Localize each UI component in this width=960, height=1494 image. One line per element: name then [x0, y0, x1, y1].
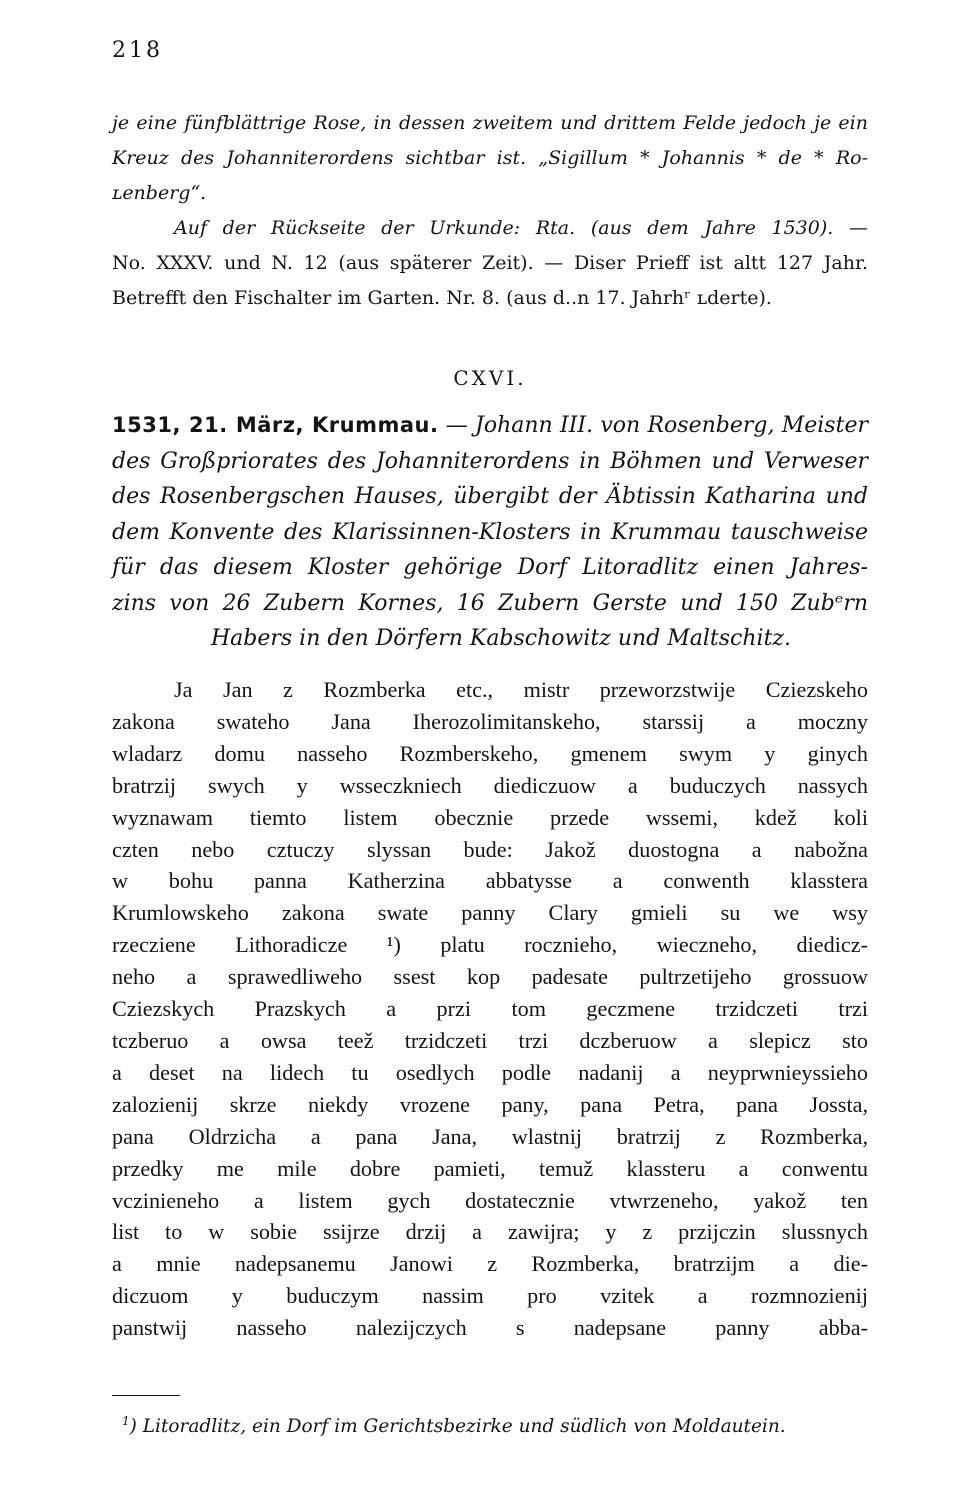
prev-line-2: Kreuz des Johanniterordens sichtbar ist. „Sigillum * Johannis * de * Ro- [112, 147, 868, 169]
regest-line-1 [112, 408, 868, 444]
footnote-marker: 1 [122, 1414, 130, 1428]
body-line: czten nebo cztuczy slyssan bude: Jakož duostogna a nabožna [112, 836, 868, 862]
body-line: zakona swateho Jana Iherozolimitanskeho, starssij a moczny [112, 708, 868, 734]
body-line: a mnie nadepsanemu Janowi z Rozmberka, bratrzijm a die- [112, 1251, 868, 1277]
body-line: pana Oldrzicha a pana Jana, wlastnij bratrzij z Rozmberka, [112, 1123, 868, 1149]
prev-line-4: Auf der Rückseite der Urkunde: Rta. (aus dem Jahre 1530). — [174, 217, 868, 239]
body-line: wyznawam tiemto listem obecznie przede wssemi, kdež koli [112, 804, 868, 830]
body-line: list to w sobie ssijrze drzij a zawijra; y z przijczin slussnych [112, 1219, 868, 1245]
prev-line-1: je eine fünfblättrige Rose, in dessen zweitem und drittem Felde jedoch je ein [112, 112, 868, 134]
document-body [112, 674, 868, 1344]
regest-line-5: für das diesem Kloster gehörige Dorf Litoradlitz einen Jahres- [112, 555, 868, 580]
body-line: Cziezskych Prazskych a przi tom geczmene trzidczeti trzi [112, 996, 868, 1022]
body-line: rzecziene Lithoradicze ¹) platu rocznieho, wieczneho, diedicz- [112, 932, 868, 958]
body-line: bratrzij swych y wsseczkniech diediczuow a buduczych nassych [112, 772, 868, 798]
body-line: w bohu panna Katherzina abbatysse a conwenth klasstera [112, 868, 868, 894]
regest-line-3: des Rosenbergschen Hauses, übergibt der Äbtissin Katharina und [112, 484, 868, 509]
regest-date: 1531, 21. März, Krummau. [112, 413, 439, 437]
body-line: a deset na lidech tu osedlych podle nadanij a neyprwnieyssieho [112, 1059, 868, 1085]
regest-line-6: zins von 26 Zubern Kornes, 16 Zubern Gerste und 150 Zubᵉrn [112, 590, 868, 616]
body-line: Ja Jan z Rozmberka etc., mistr przeworzstwije Cziezskeho [174, 677, 868, 702]
footnote [122, 1414, 786, 1437]
body-line: Krumlowskeho zakona swate panny Clary gmieli su we wsy [112, 900, 868, 926]
regest [112, 408, 868, 657]
body-line: zalozienij skrze niekdy vrozene pany, pana Petra, pana Jossta, [112, 1091, 868, 1117]
regest-line-4: dem Konvente des Klarissinnen-Klosters in Krummau tauschweise [112, 519, 868, 545]
document-number: CXVI. [453, 366, 527, 390]
body-line: tczberuo a owsa teež trzidczeti trzi dczberuow a slepicz sto [112, 1027, 868, 1053]
body-line: diczuom y buduczym nassim pro vzitek a rozmnozienij [112, 1283, 868, 1309]
regest-line-1-text: — Johann III. von Rosenberg, Meister [438, 413, 868, 438]
regest-line-2: des Großpriorates des Johanniterordens in Böhmen und Verweser [112, 448, 868, 474]
previous-document-text [112, 106, 868, 316]
prev-line-5: No. XXXV. und N. 12 (aus späterer Zeit). — Diser Prieff ist altt 127 Jahr. [112, 252, 868, 274]
body-line: vczinieneho a listem gych dostatecznie vtwrzeneho, yakož ten [112, 1187, 868, 1213]
body-line: przedky me mile dobre pamieti, temuž klassteru a conwentu [112, 1155, 868, 1181]
footnote-rule [112, 1395, 180, 1396]
page-number: 218 [112, 38, 163, 63]
regest-line-7: Habers in den Dörfern Kabschowitz und Maltschitz. [210, 626, 792, 651]
body-line: panstwij nasseho nalezijczych s nadepsane panny abba- [112, 1315, 868, 1341]
footnote-text: ) Litoradlitz, ein Dorf im Gerichtsbezirke und südlich von Moldautein. [129, 1416, 786, 1438]
prev-line-6: Betrefft den Fischalter im Garten. Nr. 8. (aus d..n 17. Jahrhʳ ʟderte). [112, 287, 772, 309]
prev-line-3: ʟenberg“. [112, 182, 207, 204]
body-line: neho a sprawedliweho ssest kop padesate pultrzetijeho grossuow [112, 964, 868, 990]
body-line: wladarz domu nasseho Rozmberskeho, gmenem swym y ginych [112, 740, 868, 766]
